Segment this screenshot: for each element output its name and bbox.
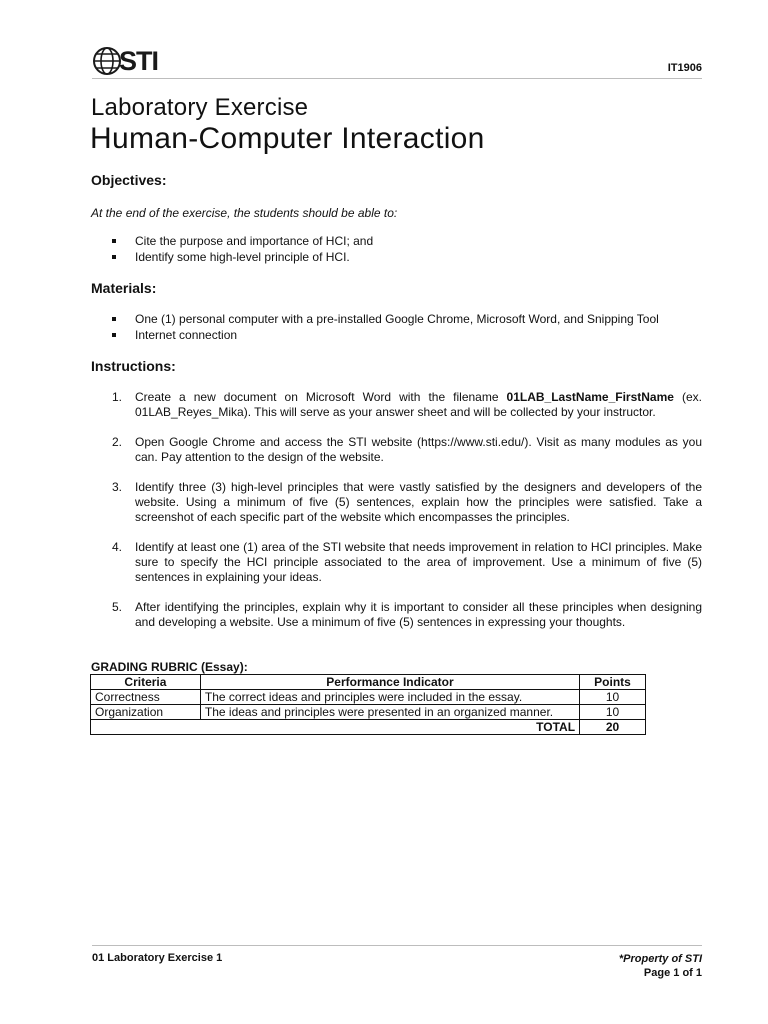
column-header-points: Points <box>580 675 646 690</box>
list-item: One (1) personal computer with a pre-installed Google Chrome, Microsoft Word, and Snipping Tool <box>110 312 659 328</box>
step-text: Identify three (3) high-level principles that were vastly satisfied by the designers and developers of the website. Using a minimum of five (5) sentences, explain how the principles were satisfied. Take a screenshot of each specific part of the website which encompasses the principles. <box>135 480 702 524</box>
instruction-step <box>112 540 702 585</box>
list-item: Cite the purpose and importance of HCI; and <box>110 234 373 250</box>
step-number: 1. <box>112 390 123 404</box>
total-label: TOTAL <box>91 720 580 735</box>
step-text: Create a new document on Microsoft Word with the filename <box>135 390 507 404</box>
criteria-cell: Organization <box>91 705 201 720</box>
header-divider <box>92 78 702 79</box>
globe-icon <box>92 46 122 76</box>
objectives-list <box>110 234 373 265</box>
total-value: 20 <box>580 720 646 735</box>
logo-text: STI <box>119 45 159 76</box>
step-number: 3. <box>112 480 123 494</box>
footer-right <box>619 952 702 980</box>
indicator-cell: The ideas and principles were presented in an organized manner. <box>200 705 579 720</box>
step-text: (ex. 01LAB_Reyes_Mika). This will serve as your answer sheet and will be collected by your instructor. <box>135 390 702 419</box>
footer-document-label: 01 Laboratory Exercise 1 <box>92 952 223 964</box>
instruction-step <box>112 480 702 525</box>
step-text: After identifying the principles, explain why it is important to consider all these principles when designing and developing a website. Use a minimum of five (5) sentences in expressing your thoughts. <box>135 600 702 629</box>
table-row <box>91 690 646 705</box>
instruction-step <box>112 435 702 465</box>
objectives-heading: Objectives: <box>91 172 167 188</box>
points-cell: 10 <box>580 705 646 720</box>
grading-rubric-table <box>90 674 646 735</box>
step-number: 5. <box>112 600 123 614</box>
title-line-2: Human-Computer Interaction <box>90 122 485 155</box>
table-header-row <box>91 675 646 690</box>
filename-format: 01LAB_LastName_FirstName <box>506 390 674 404</box>
step-text: Open Google Chrome and access the STI website (https://www.sti.edu/). Visit as many modules as you can. Pay attention to the design of the website. <box>135 435 702 464</box>
table-row <box>91 705 646 720</box>
criteria-cell: Correctness <box>91 690 201 705</box>
indicator-cell: The correct ideas and principles were included in the essay. <box>200 690 579 705</box>
step-number: 4. <box>112 540 123 554</box>
instructions-heading: Instructions: <box>91 358 176 374</box>
column-header-indicator: Performance Indicator <box>200 675 579 690</box>
title-line-1: Laboratory Exercise <box>91 94 309 121</box>
rubric-title: GRADING RUBRIC (Essay): <box>91 660 248 674</box>
instruction-step <box>112 390 702 420</box>
step-number: 2. <box>112 435 123 449</box>
document-code: IT1906 <box>667 62 702 74</box>
list-item: Internet connection <box>110 328 659 344</box>
property-notice: *Property of STI <box>618 953 702 965</box>
objectives-intro: At the end of the exercise, the students should be able to: <box>91 206 398 220</box>
column-header-criteria: Criteria <box>91 675 201 690</box>
sti-logo <box>92 44 158 78</box>
materials-heading: Materials: <box>91 280 157 296</box>
table-total-row <box>91 720 646 735</box>
instructions-list <box>112 390 702 645</box>
step-text: Identify at least one (1) area of the STI website that needs improvement in relation to HCI principles. Make sure to specify the HCI principle associated to the area of improvement. Use a minimum of five (5) sentences in explaining your ideas. <box>135 540 702 584</box>
materials-list <box>110 312 659 343</box>
footer-divider <box>92 945 702 946</box>
instruction-step <box>112 600 702 630</box>
points-cell: 10 <box>580 690 646 705</box>
page-number: Page 1 of 1 <box>643 967 702 979</box>
list-item: Identify some high-level principle of HCI. <box>110 250 373 266</box>
